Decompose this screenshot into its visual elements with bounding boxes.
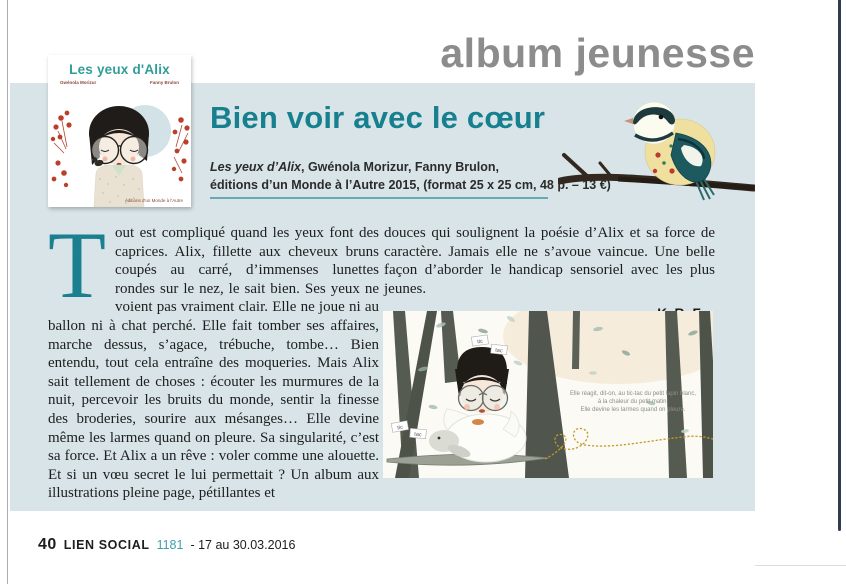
cover-girl: [89, 105, 171, 207]
book-cover-authors: [48, 80, 191, 85]
magazine-name: LIEN SOCIAL: [63, 538, 150, 552]
tic-label: tic: [476, 338, 484, 346]
book-reference: [210, 158, 611, 194]
section-heading: album jeunesse: [440, 30, 755, 76]
page-right-edge: [838, 0, 841, 531]
article-text-col1: out est compliqué quand les yeux font des caprices. Alix, fillette aux cheveux bruns coupés au carré, d’immenses lunettes rondes sur le nez, le sait bien. Ses yeux ne voient pas vraiment clair. Elle ne joue ni au ballon ni à chat perché. Elle fait tomber ses affaires, marche dessus, s’agace, trébuche, tombe… Bien entendu, tout cela entraîne des moqueries. Mais Alix sait tellement de choses : écouter les murmures de la nuit, percevoir les bruits du monde, sentir la finesse des broderies, sourire aux mésanges… Elle devine même les larmes quand on pleure. Sa singularité, c’est sa force. Et Alix a un rêve : voler comme une alouette. Et si un vœu secret le lui permettait ? Un album aux illustrations pleine page, pétillantes et: [48, 225, 379, 502]
tac-label: tac: [413, 431, 422, 439]
page-number: 40: [38, 536, 57, 553]
bird-on-branch-illustration: [558, 95, 755, 202]
caption-line-3: Elle devine les larmes quand on pleure.: [580, 407, 686, 413]
divider-rule: [210, 197, 548, 199]
scan-artifact-line: [755, 565, 846, 566]
book-cover-publisher: éditions d'un Monde à l'Autre: [125, 198, 183, 203]
book-reference-authors: , Gwénola Morizur, Fanny Brulon,: [301, 160, 499, 174]
sleeping-girl-with-rabbit: [429, 347, 526, 462]
book-reference-edition: éditions d’un Monde à l’Autre 2015, (format 25 x 25 cm, 48 p. – 13 €): [210, 178, 611, 193]
book-interior-illustration: [383, 311, 713, 478]
golden-thread: [545, 428, 713, 459]
tac-label: tac: [494, 347, 503, 355]
caption-line-1: Elle réagit, dit-on, au tic-tac du petit lapin blanc,: [569, 391, 697, 397]
book-cover-author-left: Gwénola Morizur: [60, 80, 97, 85]
article-text-col2: douces qui soulignent la poésie d’Alix et sa force de caractère. Jamais elle ne s’avoue vaincue. Une belle façon d’aborder le handicap sensoriel avec les plus jeunes.: [384, 225, 715, 297]
caption-line-2: à la chaleur du petit matin.: [597, 399, 669, 405]
book-cover-title: Les yeux d'Alix: [69, 62, 170, 77]
page-left-edge: [7, 0, 8, 584]
book-cover-illustration: [48, 87, 191, 207]
issue-dates: - 17 au 30.03.2016: [190, 538, 296, 552]
article-headline: Bien voir avec le cœur: [210, 100, 546, 135]
article-column-1: [48, 212, 379, 503]
tic-label: tic: [396, 424, 404, 432]
book-cover: [48, 55, 191, 207]
issue-number: 1181: [156, 538, 184, 552]
page-footer: [38, 536, 295, 554]
book-cover-author-right: Fanny Brulon: [150, 80, 179, 85]
dropcap: T: [48, 212, 107, 318]
book-reference-title: Les yeux d’Alix: [210, 160, 302, 174]
article-column-2: [384, 224, 715, 324]
red-flowers-left: [51, 111, 71, 187]
red-flowers-right: [172, 118, 189, 181]
